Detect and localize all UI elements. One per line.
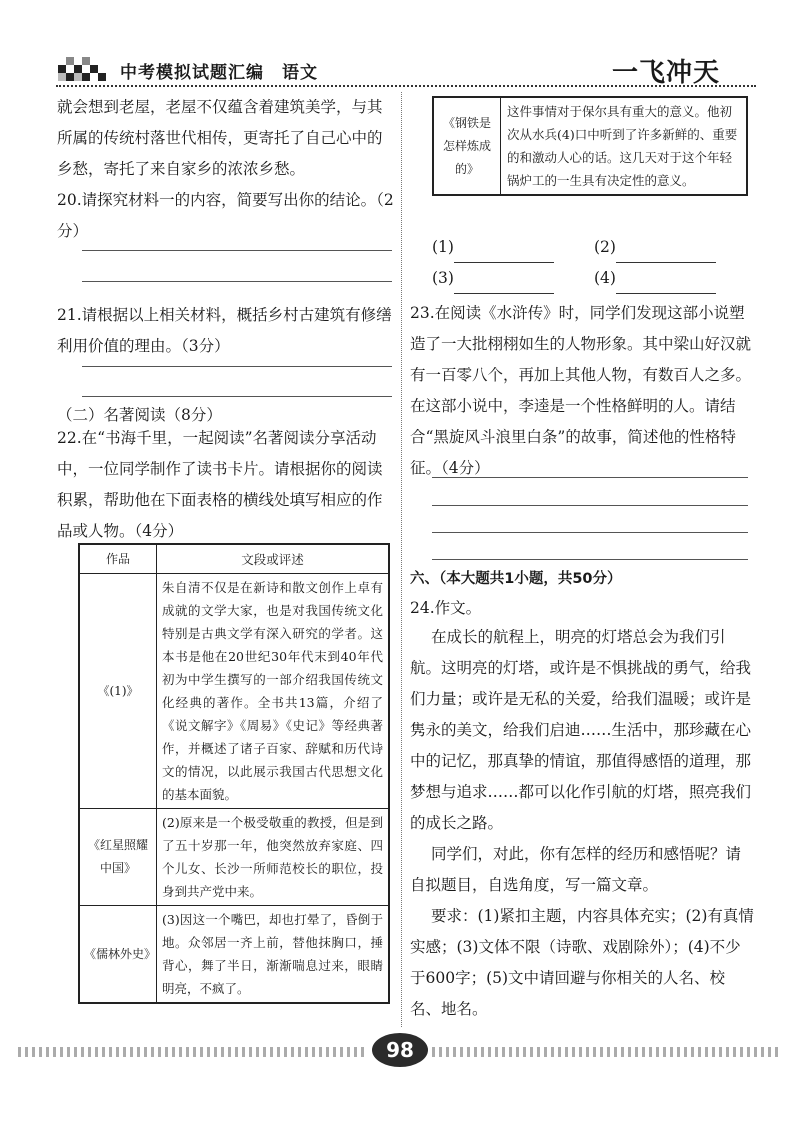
fill-blanks xyxy=(432,232,752,294)
work-cell: 《(1)》 xyxy=(79,574,157,809)
intro-paragraph: 就会想到老屋，老屋不仅蕴含着建筑美学，与其所属的传统村落世代相传，更寄托了自己心中的乡愁，寄托了来自家乡的浓浓乡愁。 xyxy=(57,98,383,178)
blank-label-4: (4) xyxy=(593,269,616,287)
page-number: 98 xyxy=(372,1033,428,1067)
footer-ornament xyxy=(18,1047,368,1057)
answer-line[interactable] xyxy=(432,559,748,560)
question-21: 21.请根据以上相关材料，概括乡村古建筑有修缮利用价值的理由。（3分） xyxy=(57,306,392,355)
text-cell: 朱自清不仅是在新诗和散文创作上卓有成就的文学大家，也是对我国传统文化特别是古典文学有深入研究的学者。这本书是他在20世纪30年代末到40年代初为中学生撰写的一部介绍我国传统文化经典的著作。全书共13篇，介绍了《说文解字》《周易》《史记》等经典著作，并概述了诸子百家、辞赋和历代诗文的情况，以此展示我国古代思想文化的基本面貌。 xyxy=(157,574,390,809)
question-24: 24.作文。 xyxy=(410,599,482,617)
table-header-row xyxy=(79,544,389,574)
answer-line[interactable] xyxy=(432,505,748,506)
question-22: 22.在“书海千里，一起阅读”名著阅读分享活动中，一位同学制作了读书卡片。请根据你的阅读积累，帮助他在下面表格的横线处填写相应的作品或人物。（4分） xyxy=(57,429,383,540)
blank-field-4[interactable] xyxy=(616,277,716,294)
answer-line[interactable] xyxy=(432,532,748,533)
answer-line[interactable] xyxy=(82,396,392,397)
answer-line[interactable] xyxy=(432,477,748,478)
blank-label-1: (1) xyxy=(432,238,454,256)
text-cell: 这件事情对于保尔具有重大的意义。他初次从水兵(4)口中听到了许多新鲜的、重要的和激动人心的话。这几天对于这个年轻锅炉工的一生具有决定性的意义。 xyxy=(501,97,748,195)
col-text-header: 文段或评述 xyxy=(157,544,390,574)
answer-line[interactable] xyxy=(82,366,392,367)
work-cell: 《儒林外史》 xyxy=(79,906,157,1004)
blank-field-3[interactable] xyxy=(454,277,554,294)
table-row xyxy=(79,574,389,809)
header-brand: 一飞冲天 xyxy=(612,58,721,88)
answer-line[interactable] xyxy=(82,250,392,251)
question-20: 20.请探究材料一的内容，简要写出你的结论。（2分） xyxy=(57,191,394,240)
blank-field-1[interactable] xyxy=(454,246,554,263)
section-reading-heading: （二）名著阅读（8分） xyxy=(57,406,222,424)
footer-ornament xyxy=(432,1047,782,1057)
col-work-header: 作品 xyxy=(79,544,157,574)
header-title: 中考模拟试题汇编 语文 xyxy=(120,63,318,83)
work-cell: 《红星照耀中国》 xyxy=(79,809,157,906)
essay-prompt: 在成长的航程上，明亮的灯塔总会为我们引航。这明亮的灯塔，或许是不惧挑战的勇气，给我们力量；或许是无私的关爱，给我们温暖；或许是隽永的美文，给我们启迪……生活中，那珍藏在心中的记忆，那真挚的情谊，那值得感悟的道理，那梦想与追求……都可以化作引航的灯塔，照亮我们的成长之路。 同学们，对此，你有怎样的经历和感悟呢？请自拟题目，自选角度，写一篇文章。 要求：(1)紧扣主题，内容具体充实；(2)有真情实感；(3)文体不限（诗歌、戏剧除外）；(4)不少于600字；(5)文中请回避与你相关的人名、校名、地名。 xyxy=(410,628,754,1018)
checker-logo-icon xyxy=(58,55,110,85)
work-cell: 《钢铁是怎样炼成的》 xyxy=(433,97,501,195)
question-23: 23.在阅读《水浒传》时，同学们发现这部小说塑造了一大批栩栩如生的人物形象。其中梁山好汉就有一百零八个，再加上其他人物，有数百人之多。在这部小说中，李逵是一个性格鲜明的人。请结合“黑旋风斗浪里白条”的故事，简述他的性格特征。（4分） xyxy=(410,304,752,477)
blank-label-3: (3) xyxy=(432,269,454,287)
text-cell: (3)因这一个嘴巴，却也打晕了，昏倒于地。众邻居一齐上前，替他抹胸口，捶背心，舞了半日，渐渐喘息过来，眼睛明亮，不疯了。 xyxy=(157,906,390,1004)
text-cell: (2)原来是一个极受敬重的教授，但是到了五十岁那一年，他突然放弃家庭、四个儿女、长沙一所师范校长的职位，投身到共产党中来。 xyxy=(157,809,390,906)
table-row xyxy=(433,97,747,195)
answer-line[interactable] xyxy=(82,281,392,282)
page-footer xyxy=(0,1025,800,1075)
blank-label-2: (2) xyxy=(593,238,616,256)
blank-field-2[interactable] xyxy=(616,246,716,263)
column-divider xyxy=(401,92,402,1027)
table-row xyxy=(79,809,389,906)
reading-card-table xyxy=(78,543,390,1004)
section-six-heading: 六、（本大题共1小题，共50分） xyxy=(410,571,622,587)
reading-card-table-continued xyxy=(432,96,748,196)
table-row xyxy=(79,906,389,1004)
